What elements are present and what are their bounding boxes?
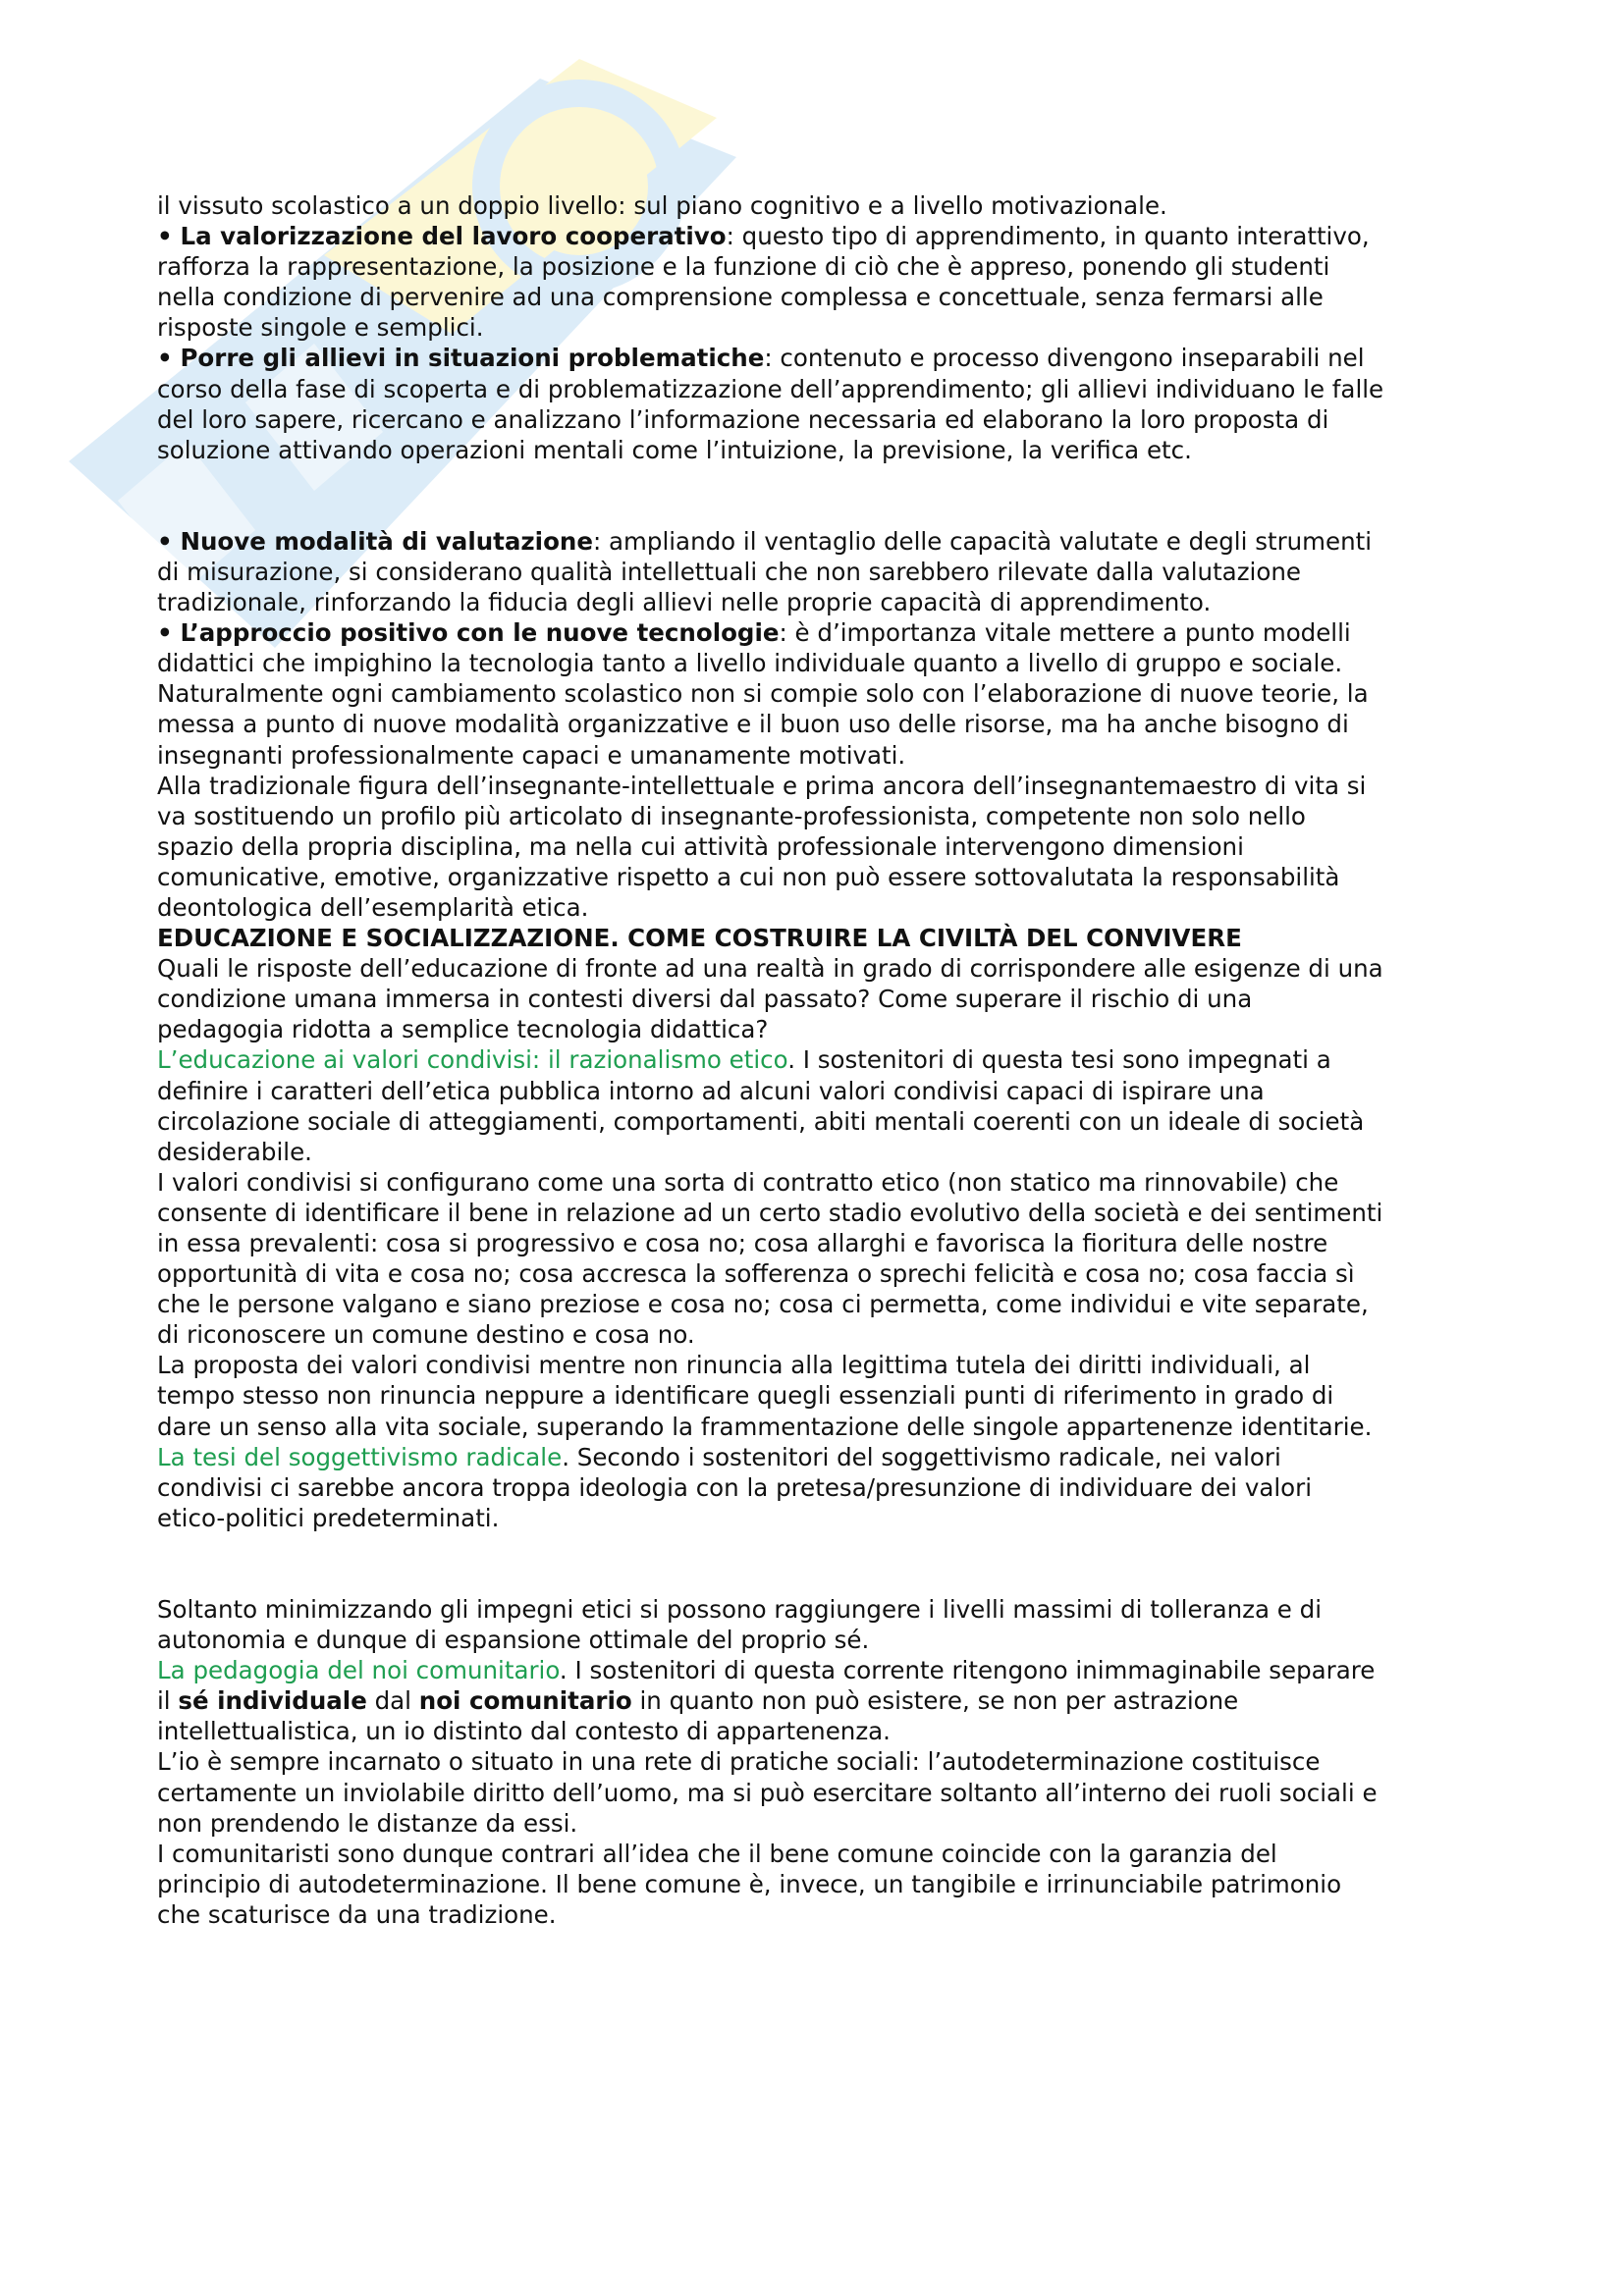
bullet-icon: • bbox=[157, 618, 173, 648]
keyword: sé individuale bbox=[178, 1686, 367, 1716]
paragraph: Quali le risposte dell’educazione di fronte ad una realtà in grado di corrispondere alle esigenze di una condizione umana immersa in contesti diversi dal passato? Come superare il rischio di una pedagogia ridotta a semplice tecnologia didattica? bbox=[157, 954, 1383, 1044]
bullet-title: La valorizzazione del lavoro cooperativo bbox=[180, 222, 727, 251]
subsection-text: in quanto non può esistere, se non per astrazione intellettualistica, un io distinto dal contesto di appartenenza. bbox=[157, 1686, 1239, 1746]
paragraph: Soltanto minimizzando gli impegni etici si possono raggiungere i livelli massimi di tolleranza e di autonomia e dunque di espansione ottimale del proprio sé. bbox=[157, 1594, 1323, 1655]
bullet-icon: • bbox=[157, 526, 173, 556]
bullet-title: L’approccio positivo con le nuove tecnologie bbox=[180, 618, 780, 648]
spacer bbox=[157, 1533, 1384, 1564]
paragraph: L’io è sempre incarnato o situato in una rete di pratiche sociali: l’autodeterminazione costituisce certamente un inviolabile diritto dell’uomo, ma si può esercitare soltanto all’interno dei ruoli sociali e non prendendo le distanze da essi. bbox=[157, 1747, 1378, 1838]
bullet-title: Nuove modalità di valutazione bbox=[180, 526, 593, 556]
section-paragraph bbox=[157, 1442, 1384, 1533]
bullet-icon: • bbox=[157, 222, 173, 251]
paragraph: il vissuto scolastico a un doppio livello: sul piano cognitivo e a livello motivazionale. bbox=[157, 191, 1167, 220]
subsection-text: . Secondo i sostenitori del soggettivismo radicale, nei valori condivisi ci sarebbe ancora troppa ideologia con la pretesa/presunzione di individuare dei valori etico-politici predeterminati. bbox=[157, 1442, 1313, 1532]
spacer bbox=[157, 465, 1384, 496]
keyword: noi comunitario bbox=[418, 1686, 632, 1716]
bullet-title: Porre gli allievi in situazioni problematiche bbox=[180, 344, 765, 373]
paragraph: Alla tradizionale figura dell’insegnante-intellettuale e prima ancora dell’insegnantemaestro di vita si va sostituendo un profilo più articolato di insegnante-professionista, competente non solo nello spazio della propria disciplina, ma nella cui attività professionale intervengono dimensioni comunicative, emotive, organizzative rispetto a cui non può essere sottovalutata la responsabilità deontologica dell’esemplarità etica. bbox=[157, 771, 1367, 922]
paragraph: Naturalmente ogni cambiamento scolastico non si compie solo con l’elaborazione di nuove teorie, la messa a punto di nuove modalità organizzative e il buon uso delle risorse, ma ha anche bisogno di insegnanti professionalmente capaci e umanamente motivati. bbox=[157, 679, 1369, 770]
bullet-item bbox=[157, 617, 1384, 678]
subsection-text: . I sostenitori di questa corrente ritengono inimmaginabile separare il bbox=[157, 1656, 1376, 1716]
section-paragraph bbox=[157, 1044, 1384, 1166]
paragraph: I valori condivisi si configurano come una sorta di contratto etico (non statico ma rinnovabile) che consente di identificare il bene in relazione ad un certo stadio evolutivo della società e dei sentimenti in essa prevalenti: cosa si progressivo e cosa no; cosa allarghi e favorisca la fioritura delle nostre opportunità di vita e cosa no; cosa accresca la sofferenza o sprechi felicità e cosa no; cosa faccia sì che le persone valgano e siano preziose e cosa no; cosa ci permetta, come individui e vite separate, di riconoscere un comune destino e cosa no. bbox=[157, 1167, 1383, 1350]
paragraph: La proposta dei valori condivisi mentre non rinuncia alla legittima tutela dei diritti individuali, al tempo stesso non rinuncia neppure a identificare quegli essenziali punti di riferimento in grado di dare un senso alla vita sociale, superando la frammentazione delle singole appartenenze identitarie. bbox=[157, 1351, 1373, 1441]
subsection-text: . I sostenitori di questa tesi sono impegnati a definire i caratteri dell’etica pubblica intorno ad alcuni valori condivisi capaci di ispirare una circolazione sociale di atteggiamenti, comportamenti, abiti mentali coerenti con un ideale di società desiderabile. bbox=[157, 1045, 1365, 1166]
document-body bbox=[157, 190, 1384, 1930]
section-heading: EDUCAZIONE E SOCIALIZZAZIONE. COME COSTRUIRE LA CIVILTÀ DEL CONVIVERE bbox=[157, 924, 1242, 953]
subsection-title: La tesi del soggettivismo radicale bbox=[157, 1442, 563, 1471]
bullet-icon: • bbox=[157, 344, 173, 373]
spacer bbox=[157, 1564, 1384, 1594]
bullet-item bbox=[157, 221, 1384, 343]
bullet-text: : è d’importanza vitale mettere a punto modelli didattici che impighino la tecnologia tanto a livello individuale quanto a livello di gruppo e sociale. bbox=[157, 618, 1351, 678]
bullet-text: : contenuto e processo divengono inseparabili nel corso della fase di scoperta e di problematizzazione dell’apprendimento; gli allievi individuano le falle del loro sapere, ricercano e analizzano l’informazione necessaria ed elaborano la loro proposta di soluzione attivando operazioni mentali come l’intuizione, la previsione, la verifica etc. bbox=[157, 344, 1384, 464]
bullet-item bbox=[157, 343, 1384, 464]
subsection-text: dal bbox=[366, 1686, 419, 1716]
bullet-item bbox=[157, 526, 1384, 617]
bullet-text: : questo tipo di apprendimento, in quanto interattivo, rafforza la rappresentazione, la posizione e la funzione di ciò che è appreso, ponendo gli studenti nella condizione di pervenire ad una comprensione complessa e concettuale, senza fermarsi alle risposte singole e semplici. bbox=[157, 222, 1370, 343]
section-paragraph bbox=[157, 1655, 1384, 1746]
paragraph: I comunitaristi sono dunque contrari all’idea che il bene comune coincide con la garanzia del principio di autodeterminazione. Il bene comune è, invece, un tangibile e irrinunciabile patrimonio che scaturisce da una tradizione. bbox=[157, 1839, 1342, 1929]
bullet-text: : ampliando il ventaglio delle capacità valutate e degli strumenti di misurazione, si considerano qualità intellettuali che non sarebbero rilevate dalla valutazione tradizionale, rinforzando la fiducia degli allievi nelle proprie capacità di apprendimento. bbox=[157, 526, 1373, 617]
subsection-title: La pedagogia del noi comunitario bbox=[157, 1656, 560, 1685]
spacer bbox=[157, 496, 1384, 526]
subsection-title: L’educazione ai valori condivisi: il razionalismo etico bbox=[157, 1045, 788, 1075]
